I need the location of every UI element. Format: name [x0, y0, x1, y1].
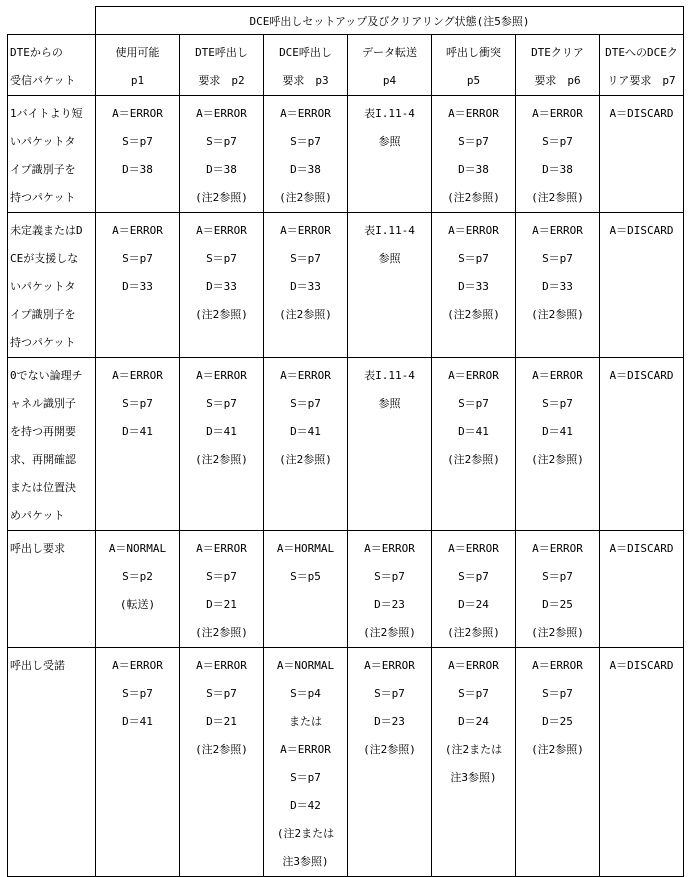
cell-line: 注3参照) [282, 855, 329, 868]
cell-line: A＝ERROR [364, 659, 415, 672]
table-cell [432, 358, 516, 531]
row-label-line: を持つ再開要 [10, 425, 76, 438]
cell-line: D＝41 [122, 425, 153, 438]
table-cell [432, 213, 516, 358]
cell-line: S＝p7 [542, 135, 573, 148]
table-cell [600, 213, 684, 358]
cell-line: D＝33 [206, 280, 237, 293]
cell-line: (注2参照) [531, 743, 584, 756]
row-label-cell [8, 96, 96, 213]
table-row [8, 648, 684, 877]
cell-line: A＝ERROR [196, 369, 247, 382]
table-cell [432, 96, 516, 213]
cell-line: (注2参照) [195, 626, 248, 639]
cell-line: 参照 [378, 135, 401, 148]
cell-line: D＝38 [290, 163, 321, 176]
column-header-line: p1 [130, 74, 145, 87]
table-cell [96, 648, 180, 877]
cell-line: D＝41 [542, 425, 573, 438]
cell-line: (注2または [276, 827, 335, 840]
cell-line: (転送) [119, 598, 156, 611]
row-label-line: 呼出し要求 [10, 542, 65, 555]
cell-line: S＝p7 [374, 687, 405, 700]
cell-line: 表I.11-4 [364, 369, 415, 382]
column-header-line: p4 [382, 74, 397, 87]
table-cell [96, 96, 180, 213]
row-label-line: イプ識別子を [10, 163, 76, 176]
cell-line: (注2参照) [531, 191, 584, 204]
row-header-line: 受信パケット [10, 74, 76, 87]
cell-line: D＝41 [458, 425, 489, 438]
row-label-line: いパケットタ [10, 135, 76, 148]
table-cell [432, 531, 516, 648]
table-cell [96, 531, 180, 648]
column-header-line: DTE呼出し [195, 46, 248, 59]
row-label-line: いパケットタ [10, 280, 76, 293]
cell-line: S＝p7 [458, 397, 489, 410]
cell-line: S＝p5 [290, 570, 321, 583]
cell-line: A＝ERROR [196, 107, 247, 120]
cell-line: A＝ERROR [532, 659, 583, 672]
row-label-cell [8, 213, 96, 358]
column-header-line: DTEクリア [531, 46, 584, 59]
cell-line: S＝p7 [206, 252, 237, 265]
cell-line: A＝DISCARD [609, 542, 674, 555]
super-header-cell [96, 7, 684, 35]
column-header-line: 要求 p3 [282, 74, 329, 87]
cell-line: A＝ERROR [448, 107, 499, 120]
cell-line: S＝p7 [542, 397, 573, 410]
cell-line: D＝41 [290, 425, 321, 438]
cell-line: D＝33 [458, 280, 489, 293]
cell-line: D＝33 [290, 280, 321, 293]
cell-line: (注2参照) [447, 453, 500, 466]
column-header-line: 使用可能 [115, 46, 160, 59]
cell-line: (注2参照) [195, 191, 248, 204]
cell-line: A＝ERROR [364, 542, 415, 555]
cell-line: 表I.11-4 [364, 224, 415, 237]
cell-line: S＝p7 [290, 135, 321, 148]
cell-line: D＝41 [122, 715, 153, 728]
cell-line: (注2参照) [447, 191, 500, 204]
cell-line: A＝ERROR [196, 542, 247, 555]
cell-line: S＝p7 [458, 570, 489, 583]
state-transition-table [7, 6, 684, 877]
cell-line: S＝p2 [122, 570, 153, 583]
cell-line: A＝ERROR [280, 224, 331, 237]
table-cell [516, 648, 600, 877]
row-label-line: めパケット [10, 509, 65, 522]
column-header-cell [96, 35, 180, 96]
row-label-line: 未定義またはD [10, 224, 83, 237]
row-header-line: DTEからの [10, 46, 63, 59]
cell-line: D＝23 [374, 598, 405, 611]
column-header-line: 要求 p6 [534, 74, 581, 87]
row-header-cell [8, 35, 96, 96]
table-cell [516, 213, 600, 358]
column-header-cell [264, 35, 348, 96]
cell-line: D＝21 [206, 598, 237, 611]
table-row [8, 213, 684, 358]
cell-line: A＝ERROR [112, 107, 163, 120]
table-cell [432, 648, 516, 877]
table-cell [264, 531, 348, 648]
table-cell [516, 96, 600, 213]
cell-line: (注2参照) [363, 743, 416, 756]
cell-line: D＝38 [542, 163, 573, 176]
cell-line: (注2参照) [195, 453, 248, 466]
cell-line: S＝p7 [290, 397, 321, 410]
table-cell [180, 531, 264, 648]
cell-line: A＝DISCARD [609, 224, 674, 237]
row-label-line: または位置決 [10, 481, 76, 494]
table-cell [180, 96, 264, 213]
column-header-line: DCE呼出し [279, 46, 332, 59]
column-header-line: データ転送 [362, 46, 417, 59]
cell-line: A＝ERROR [280, 743, 331, 756]
cell-line: 表I.11-4 [364, 107, 415, 120]
column-header-cell [432, 35, 516, 96]
cell-line: D＝33 [122, 280, 153, 293]
cell-line: (注2参照) [447, 308, 500, 321]
cell-line: (注2参照) [195, 308, 248, 321]
row-label-line: 持つパケット [10, 336, 76, 349]
column-header-line: 呼出し衝突 [446, 46, 501, 59]
row-label-line: 呼出し受諾 [10, 659, 65, 672]
cell-line: (注2参照) [279, 191, 332, 204]
cell-line: S＝p7 [122, 687, 153, 700]
cell-line: S＝p7 [122, 252, 153, 265]
cell-line: (注2参照) [279, 453, 332, 466]
cell-line: (注2参照) [447, 626, 500, 639]
table-cell [348, 531, 432, 648]
row-label-cell [8, 358, 96, 531]
table-cell [348, 358, 432, 531]
cell-line: A＝ERROR [112, 369, 163, 382]
cell-line: 注3参照) [450, 771, 497, 784]
cell-line: A＝NORMAL [108, 542, 167, 555]
cell-line: S＝p7 [290, 252, 321, 265]
table-cell [600, 96, 684, 213]
row-label-line: 持つパケット [10, 191, 76, 204]
column-header-cell [600, 35, 684, 96]
table-cell [600, 648, 684, 877]
row-label-line: CEが支援しな [10, 252, 79, 265]
cell-line: D＝38 [122, 163, 153, 176]
cell-line: D＝25 [542, 715, 573, 728]
cell-line: (注2参照) [195, 743, 248, 756]
cell-line: A＝DISCARD [609, 369, 674, 382]
cell-line: S＝p7 [458, 687, 489, 700]
cell-line: A＝NORMAL [276, 659, 335, 672]
table-cell [600, 358, 684, 531]
table-cell [348, 648, 432, 877]
row-label-line: ャネル識別子 [10, 397, 76, 410]
cell-line: D＝38 [206, 163, 237, 176]
column-header-line: DTEへのDCEク [605, 46, 678, 59]
cell-line: A＝ERROR [532, 224, 583, 237]
table-cell [264, 96, 348, 213]
table-cell [264, 213, 348, 358]
cell-line: A＝ERROR [196, 659, 247, 672]
cell-line: S＝p7 [206, 687, 237, 700]
cell-line: A＝ERROR [196, 224, 247, 237]
cell-line: (注2参照) [531, 453, 584, 466]
cell-line: D＝33 [542, 280, 573, 293]
table-cell [96, 213, 180, 358]
column-header-line: 要求 p2 [198, 74, 245, 87]
row-label-line: 求、再開確認 [10, 453, 76, 466]
super-header-text: DCE呼出しセットアップ及びクリアリング状態(注5参照) [249, 14, 530, 28]
cell-line: D＝25 [542, 598, 573, 611]
table-cell [264, 358, 348, 531]
table-cell [516, 531, 600, 648]
cell-line: A＝ERROR [112, 659, 163, 672]
cell-line: S＝p7 [206, 570, 237, 583]
cell-line: S＝p7 [290, 771, 321, 784]
table-row [8, 96, 684, 213]
cell-line: S＝p7 [122, 135, 153, 148]
cell-line: D＝24 [458, 715, 489, 728]
table-row [8, 531, 684, 648]
cell-line: A＝HORMAL [276, 542, 335, 555]
cell-line: S＝p7 [542, 570, 573, 583]
cell-line: D＝21 [206, 715, 237, 728]
corner-blank-cell [8, 7, 96, 35]
cell-line: A＝ERROR [532, 369, 583, 382]
cell-line: S＝p7 [542, 252, 573, 265]
cell-line: 参照 [378, 252, 401, 265]
table-cell [264, 648, 348, 877]
cell-line: D＝23 [374, 715, 405, 728]
cell-line: S＝p7 [206, 397, 237, 410]
cell-line: D＝38 [458, 163, 489, 176]
cell-line: A＝ERROR [448, 659, 499, 672]
cell-line: A＝ERROR [280, 369, 331, 382]
row-label-line: 0でない論理チ [10, 369, 83, 382]
cell-line: D＝42 [290, 799, 321, 812]
column-header-line: p5 [466, 74, 481, 87]
table-cell [516, 358, 600, 531]
cell-line: S＝p4 [290, 687, 321, 700]
table-cell [180, 648, 264, 877]
cell-line: D＝41 [206, 425, 237, 438]
cell-line: A＝DISCARD [609, 107, 674, 120]
cell-line: または [289, 715, 322, 728]
table-row [8, 358, 684, 531]
column-header-line: リア要求 p7 [607, 74, 676, 87]
cell-line: S＝p7 [374, 570, 405, 583]
cell-line: A＝ERROR [448, 224, 499, 237]
column-header-cell [180, 35, 264, 96]
table-cell [600, 531, 684, 648]
table-cell [348, 96, 432, 213]
cell-line: (注2参照) [531, 308, 584, 321]
row-label-line: イプ識別子を [10, 308, 76, 321]
cell-line: A＝ERROR [532, 542, 583, 555]
cell-line: A＝ERROR [448, 542, 499, 555]
table-cell [180, 213, 264, 358]
cell-line: D＝24 [458, 598, 489, 611]
cell-line: A＝ERROR [112, 224, 163, 237]
cell-line: 参照 [378, 397, 401, 410]
cell-line: A＝ERROR [448, 369, 499, 382]
cell-line: (注2参照) [363, 626, 416, 639]
column-header-cell [348, 35, 432, 96]
cell-line: S＝p7 [206, 135, 237, 148]
cell-line: S＝p7 [458, 252, 489, 265]
table-cell [96, 358, 180, 531]
cell-line: S＝p7 [122, 397, 153, 410]
cell-line: S＝p7 [458, 135, 489, 148]
cell-line: (注2または [444, 743, 503, 756]
cell-line: (注2参照) [531, 626, 584, 639]
row-label-cell [8, 648, 96, 877]
table-cell [348, 213, 432, 358]
cell-line: (注2参照) [279, 308, 332, 321]
cell-line: S＝p7 [542, 687, 573, 700]
cell-line: A＝ERROR [532, 107, 583, 120]
table-cell [180, 358, 264, 531]
column-header-cell [516, 35, 600, 96]
cell-line: A＝ERROR [280, 107, 331, 120]
cell-line: A＝DISCARD [609, 659, 674, 672]
row-label-cell [8, 531, 96, 648]
row-label-line: 1バイトより短 [10, 107, 83, 120]
